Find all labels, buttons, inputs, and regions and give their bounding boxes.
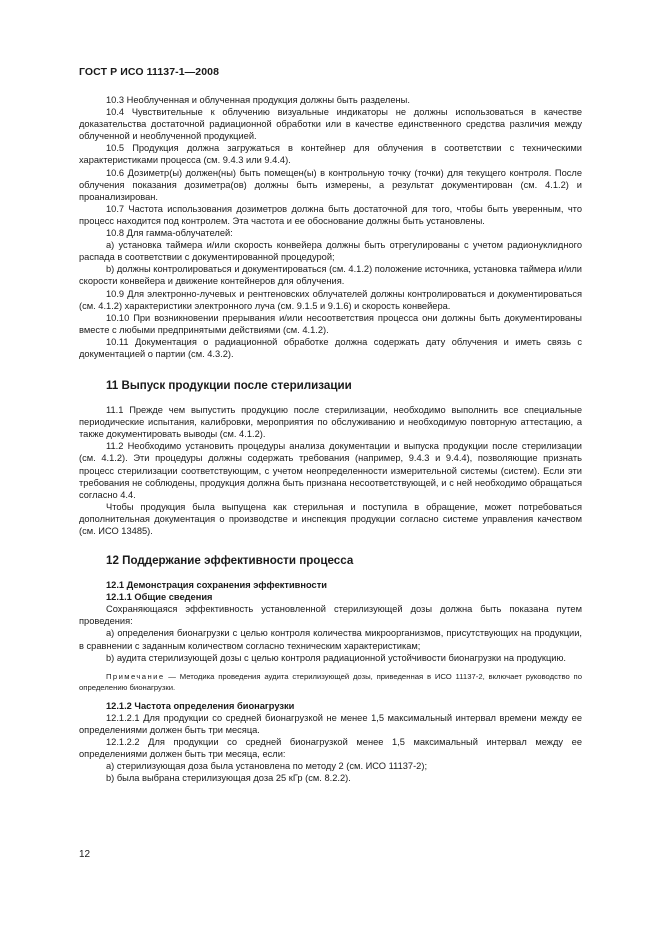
clause-10-6: 10.6 Дозиметр(ы) должен(ны) быть помещен(ы) в контрольную точку (точки) для текущего контроля. После облучения показания дозиметра(ов) должны быть измерены, а результат документирован (см. 4.1.2) и проанализирован.	[79, 167, 582, 202]
clause-10-8-a: a) установка таймера и/или скорость конвейера должны быть отрегулированы с учетом радионуклидного распада в соответствии с документированной процедурой;	[79, 240, 582, 263]
clause-11-3: Чтобы продукция была выпущена как стерильная и поступила в обращение, может потребоваться дополнительная документация о производстве и инспекция продукции согласно системе управления качеством (см. ИСО 13485).	[79, 501, 582, 536]
clause-10-5: 10.5 Продукция должна загружаться в контейнер для облучения в соответствии с техническими характеристиками процесса (см. 9.4.3 или 9.4.4).	[79, 143, 582, 166]
document-body	[79, 94, 582, 784]
page-number: 12	[79, 849, 91, 860]
clause-10-8-b: b) должны контролироваться и документироваться (см. 4.1.2) положение источника, установка таймера и/или скорости конвейера и движение контейнеров для облучения.	[79, 264, 582, 287]
note-label: Примечание	[106, 671, 165, 681]
clause-12-1-2-2-a: a) стерилизующая доза была установлена по методу 2 (см. ИСО 11137-2);	[106, 761, 428, 772]
subsection-12-1-2: 12.1.2 Частота определения бионагрузки	[106, 700, 295, 711]
clause-12-1-1-b: b) аудита стерилизующей дозы с целью контроля радиационной устойчивости бионагрузки на продукцию.	[106, 652, 567, 663]
clause-12-1-2-2: 12.1.2.2 Для продукции со средней бионагрузкой менее 1,5 максимальный интервал между ее определениями должен быть три месяца, если:	[79, 737, 582, 760]
clause-12-1-1: Сохраняющаяся эффективность установленной стерилизующей дозы должна быть показана путем проведения:	[79, 604, 582, 627]
clause-11-1: 11.1 Прежде чем выпустить продукцию после стерилизации, необходимо выполнить все специальные периодические испытания, калибровки, мероприятия по обслуживанию и необходимую повторную аттестацию, а также документировать выводы (см. 4.1.2).	[79, 405, 582, 440]
section-12-heading: 12 Поддержание эффективности процесса	[106, 554, 354, 568]
subsection-12-1: 12.1 Демонстрация сохранения эффективности	[106, 580, 327, 591]
clause-10-10: 10.10 При возникновении прерывания и/или несоответствия процесса они должны быть документированы вместе с любыми предпринятыми действиями (см. 4.1.2).	[79, 312, 582, 335]
clause-10-4: 10.4 Чувствительные к облучению визуальные индикаторы не должны использоваться в качестве доказательства достаточной радиационной обработки или в качестве единственного средства различия между облученной и необлученной продукцией.	[79, 107, 582, 142]
clause-12-1-2-2-b: b) была выбрана стерилизующая доза 25 кГр (см. 8.2.2).	[106, 773, 351, 784]
clause-10-7: 10.7 Частота использования дозиметров должна быть достаточной для того, чтобы быть уверенным, что процесс находится под контролем. Эта частота и ее обоснование должны быть установлены.	[79, 203, 582, 226]
clause-12-1-1-a: a) определения бионагрузки с целью контроля количества микроорганизмов, присутствующих на продукции, в сравнении с заданным количеством согласно техническим характеристикам;	[79, 628, 582, 651]
clause-11-2: 11.2 Необходимо установить процедуры анализа документации и выпуска продукции после стерилизации (см. 4.1.2). Эти процедуры должны содержать требования (например, 9.4.3 и 9.4.4), позволяющие признать процесс стерилизации соответствующим, с учетом неопределенности измерительной системы (систем). Если эти требования не соблюдены, продукция должна быть признана несоответствующей, и с ней необходимо обращаться согласно 4.4.	[79, 441, 582, 500]
clause-12-1-2-1: 12.1.2.1 Для продукции со средней бионагрузкой не менее 1,5 максимальный интервал времени между ее определениями должен быть три месяца.	[79, 712, 582, 735]
clause-10-8: 10.8 Для гамма-облучателей:	[106, 228, 233, 239]
clause-10-11: 10.11 Документация о радиационной обработке должна содержать дату облучения и иметь связь с документацией о партии (см. 4.3.2).	[79, 336, 582, 359]
document-header: ГОСТ Р ИСО 11137-1—2008	[79, 66, 220, 78]
note	[79, 671, 582, 693]
section-11-heading: 11 Выпуск продукции после стерилизации	[106, 379, 352, 393]
note-text: — Методика проведения аудита стерилизующей дозы, приведенная в ИСО 11137-2, включает руководство по определению бионагрузки.	[79, 671, 582, 692]
clause-10-3: 10.3 Необлученная и облученная продукция должны быть разделены.	[106, 95, 410, 105]
clause-10-9: 10.9 Для электронно-лучевых и рентгеновских облучателей должны контролироваться и документироваться (см. 4.1.2) характеристики электронного луча (см. 9.1.5 и 9.1.6) и скорость конвейера.	[79, 288, 582, 311]
subsection-12-1-1: 12.1.1 Общие сведения	[106, 592, 213, 603]
